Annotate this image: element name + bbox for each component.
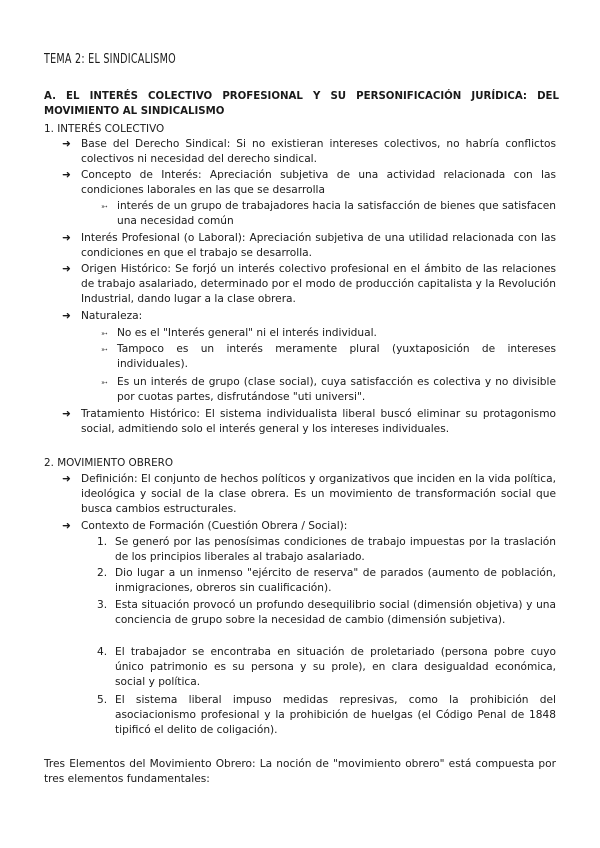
sub-list-item bbox=[101, 326, 556, 341]
sub-list-item-text: Es un interés de grupo (clase social), cuya satisfacción es colectiva y no divisible por cuotas partes, disfrutándose "uti universi". bbox=[117, 376, 556, 404]
sub-list-item-text: interés de un grupo de trabajadores hacia la satisfacción de bienes que satisfacen una necesidad común bbox=[117, 200, 556, 228]
numbered-item bbox=[97, 645, 556, 691]
item-number: 3. bbox=[97, 599, 108, 611]
arrow-icon: ➜ bbox=[62, 310, 71, 322]
item-number: 4. bbox=[97, 646, 108, 658]
arrow-icon: ➜ bbox=[62, 138, 71, 150]
list-item bbox=[62, 309, 556, 324]
list-item bbox=[62, 168, 556, 198]
list-item bbox=[62, 231, 556, 261]
list-item-text: Concepto de Interés: Apreciación subjetiva de una actividad relacionada con las condiciones laborales en las que se desarrolla bbox=[81, 169, 556, 197]
list-item-text: Origen Histórico: Se forjó un interés colectivo profesional en el ámbito de las relaciones de trabajo asalariado, determinado por el modo de producción capitalista y la Revolución Industrial, dando lugar a la clase obrera. bbox=[81, 263, 556, 306]
sub-list-item bbox=[101, 375, 556, 405]
sub-arrow-icon: ➵ bbox=[101, 345, 108, 354]
list-item-text: Base del Derecho Sindical: Si no existieran intereses colectivos, no habría conflictos colectivos ni necesidad del derecho sindical. bbox=[81, 138, 556, 166]
list-item-text: Definición: El conjunto de hechos políticos y organizativos que inciden en la vida política, ideológica y social de la clase obrera. Es un movimiento de transformación social que busca cambios estructurales. bbox=[81, 473, 556, 516]
numbered-item-text: Dio lugar a un inmenso "ejército de reserva" de parados (aumento de población, inmigraciones, obreros sin cualificación). bbox=[115, 567, 556, 595]
numbered-item-text: Esta situación provocó un profundo desequilibrio social (dimensión objetiva) y una conciencia de grupo sobre la necesidad de cambio (dimensión subjetiva). bbox=[115, 599, 556, 627]
sub-list-item-text: No es el "Interés general" ni el interés individual. bbox=[117, 327, 377, 339]
sub-list-item-text: Tampoco es un interés meramente plural (yuxtaposición de intereses individuales). bbox=[117, 343, 556, 371]
list-item-text: Tratamiento Histórico: El sistema individualista liberal buscó eliminar su protagonismo social, admitiendo solo el interés general y los intereses individuales. bbox=[81, 408, 556, 436]
section-2-label: 2. MOVIMIENTO OBRERO bbox=[44, 457, 174, 469]
arrow-icon: ➜ bbox=[62, 520, 71, 532]
numbered-item bbox=[97, 566, 556, 596]
numbered-item-text: Se generó por las penosísimas condiciones de trabajo impuestas por la traslación de los principios liberales al trabajo asalariado. bbox=[115, 536, 556, 564]
section-a-heading: A. EL INTERÉS COLECTIVO PROFESIONAL Y SU PERSONIFICACIÓN JURÍDICA: DEL MOVIMIENTO AL SINDICALISMO bbox=[44, 91, 559, 117]
numbered-item bbox=[97, 535, 556, 565]
numbered-item bbox=[97, 693, 556, 739]
section-1-label: 1. INTERÉS COLECTIVO bbox=[44, 123, 165, 135]
list-item-text: Contexto de Formación (Cuestión Obrera / Social): bbox=[81, 520, 348, 532]
item-number: 2. bbox=[97, 567, 108, 579]
item-number: 1. bbox=[97, 536, 108, 548]
list-item bbox=[62, 472, 556, 518]
numbered-item bbox=[97, 598, 556, 628]
arrow-icon: ➜ bbox=[62, 263, 71, 275]
numbered-item-text: El trabajador se encontraba en situación de proletariado (persona pobre cuyo único patrimonio es su persona y su prole), en clara desigualdad económica, social y política. bbox=[115, 646, 556, 689]
arrow-icon: ➜ bbox=[62, 232, 71, 244]
item-number: 5. bbox=[97, 694, 108, 706]
numbered-item-text: El sistema liberal impuso medidas represivas, como la prohibición del asociacionismo profesional y la prohibición de huelgas (el Código Penal de 1848 tipificó el delito de coligación). bbox=[115, 694, 556, 737]
arrow-icon: ➜ bbox=[62, 408, 71, 420]
sub-arrow-icon: ➵ bbox=[101, 378, 108, 387]
document-title: TEMA 2: EL SINDICALISMO bbox=[44, 52, 176, 67]
list-item bbox=[62, 137, 556, 167]
list-item-text: Naturaleza: bbox=[81, 310, 143, 322]
list-item-text: Interés Profesional (o Laboral): Apreciación subjetiva de una utilidad relacionada con las condiciones en que el trabajo se desarrolla. bbox=[81, 232, 556, 260]
list-item bbox=[62, 407, 556, 437]
sub-arrow-icon: ➵ bbox=[101, 329, 108, 338]
list-item bbox=[62, 519, 556, 534]
sub-list-item bbox=[101, 199, 556, 229]
list-item bbox=[62, 262, 556, 308]
closing-paragraph: Tres Elementos del Movimiento Obrero: La noción de "movimiento obrero" está compuesta por tres elementos fundamentales: bbox=[44, 758, 556, 786]
sub-arrow-icon: ➵ bbox=[101, 202, 108, 211]
arrow-icon: ➜ bbox=[62, 169, 71, 181]
sub-list-item bbox=[101, 342, 556, 372]
arrow-icon: ➜ bbox=[62, 473, 71, 485]
